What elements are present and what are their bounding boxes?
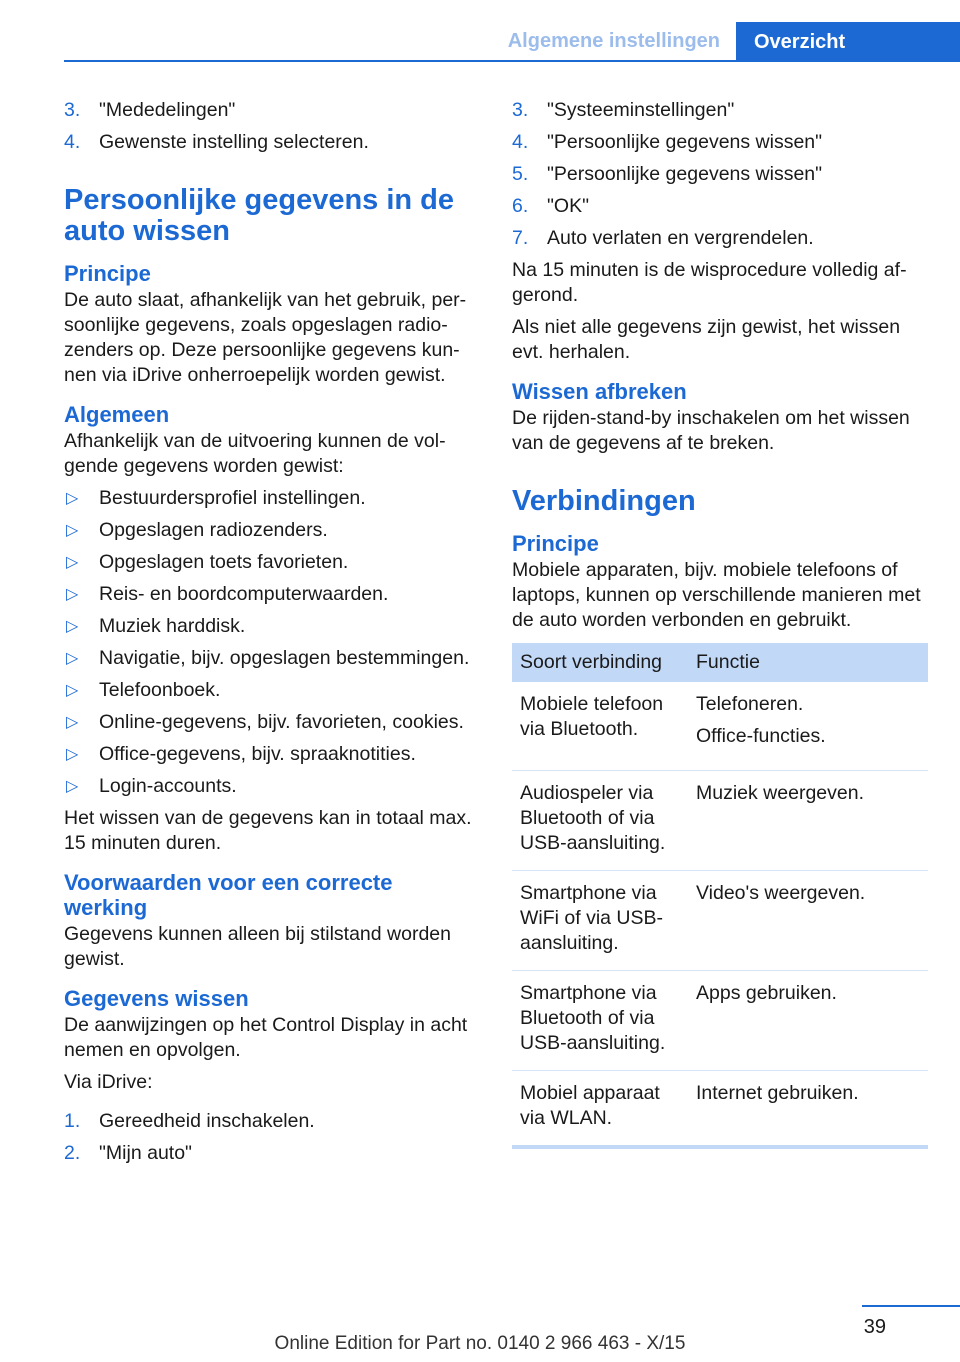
table-header-function: Functie (688, 643, 928, 682)
connection-type-cell: Audiospeler via Bluetooth of via USB-aansluiting. (512, 771, 688, 871)
left-numbered-list-top (64, 98, 480, 155)
table-header-row (512, 643, 928, 682)
list-item-text: Opgeslagen toets favorieten. (99, 551, 349, 573)
list-item-number: 4. (64, 131, 81, 153)
footer-edition: Online Edition for Part no. 0140 2 966 463 - X/15 (274, 1333, 686, 1354)
list-item-text: "Persoonlijke gegevens wissen" (547, 163, 823, 185)
table-row (512, 771, 928, 871)
list-item-text: Muziek harddisk. (99, 615, 246, 637)
list-item (64, 130, 480, 155)
heading-principe: Principe (64, 261, 151, 286)
list-item-text: "OK" (547, 195, 590, 217)
header-rule (64, 60, 960, 62)
list-item (512, 194, 928, 219)
heading-algemeen: Algemeen (64, 402, 170, 427)
page-number: 39 (863, 1316, 886, 1338)
function-text: Telefoneren. (696, 693, 804, 715)
left-column (64, 98, 480, 1173)
triangle-bullet-icon: ▷ (66, 650, 79, 667)
list-item (64, 742, 480, 767)
list-item (64, 1141, 480, 1166)
left-numbered-list-bottom (64, 1109, 480, 1166)
list-item (512, 98, 928, 123)
list-item (512, 130, 928, 155)
list-item-text: Opgeslagen radiozenders. (99, 519, 328, 541)
connection-type-cell: Mobiel apparaat via WLAN. (512, 1071, 688, 1146)
principe-text: De auto slaat, afhankelijk van het gebruik, persoonlijke gegevens, zoals opgeslagen radiozenders op. Deze persoonlijke gegevens kunnen via iDrive onherroepelijk worden gewist. (64, 289, 467, 386)
list-item (64, 518, 480, 543)
list-item-text: "Mijn auto" (99, 1142, 192, 1164)
function-text: Video's weergeven. (696, 882, 866, 904)
function-cell (688, 871, 928, 971)
footer-rule (862, 1305, 960, 1307)
function-cell (688, 1071, 928, 1146)
wissen-text: De aanwijzingen op het Control Display in acht nemen en opvolgen. (64, 1014, 468, 1061)
list-item-text: Gereedheid inschakelen. (99, 1110, 315, 1132)
duration-text: Het wissen van de gegevens kan in totaal max. 15 minuten duren. (64, 807, 472, 854)
list-item (512, 162, 928, 187)
table-row (512, 871, 928, 971)
list-item-number: 6. (512, 195, 529, 217)
list-item-text: "Mededelingen" (99, 99, 236, 121)
page-header (0, 0, 960, 62)
heading-wissen-afbreken: Wissen afbreken (512, 379, 687, 404)
table-bottom-rule (512, 1145, 928, 1149)
triangle-bullet-icon: ▷ (66, 618, 79, 635)
table-row (512, 1071, 928, 1146)
triangle-bullet-icon: ▷ (66, 586, 79, 603)
function-cell (688, 771, 928, 871)
section-title-connections: Verbindingen (512, 485, 696, 517)
list-item-number: 2. (64, 1142, 81, 1164)
list-item-number: 4. (512, 131, 529, 153)
table-row (512, 682, 928, 771)
list-item-text: Bestuurdersprofiel instellingen. (99, 487, 366, 509)
list-item (512, 226, 928, 251)
list-item (64, 98, 480, 123)
function-text: Muziek weergeven. (696, 782, 864, 804)
list-item (64, 678, 480, 703)
list-item-text: Office-gegevens, bijv. spraaknotities. (99, 743, 416, 765)
section-title-delete-data: Persoonlijke gegevens in de auto wissen (64, 184, 455, 247)
list-item (64, 486, 480, 511)
connections-table (512, 643, 928, 1146)
heading-voorwaarden: Voorwaarden voor een correcte werking (64, 870, 393, 920)
triangle-bullet-icon: ▷ (66, 522, 79, 539)
triangle-bullet-icon: ▷ (66, 746, 79, 763)
list-item (64, 614, 480, 639)
afbreken-text: De rijden-stand-by inschakelen om het wissen van de gegevens af te breken. (512, 407, 910, 454)
list-item-text: "Systeeminstellingen" (547, 99, 735, 121)
right-column (512, 98, 928, 1149)
triangle-bullet-icon: ▷ (66, 682, 79, 699)
connection-type-cell: Mobiele telefoon via Bluetooth. (512, 682, 688, 771)
algemeen-text: Afhankelijk van de uitvoering kunnen de volgende gegevens worden gewist: (64, 430, 446, 477)
via-idrive-text: Via iDrive: (64, 1071, 153, 1093)
list-item-text: Gewenste instelling selecteren. (99, 131, 369, 153)
voorwaarden-text: Gegevens kunnen alleen bij stilstand worden gewist. (64, 923, 452, 970)
deletable-data-list (64, 486, 480, 799)
after-text-2: Als niet alle gegevens zijn gewist, het wissen evt. herhalen. (512, 316, 901, 363)
triangle-bullet-icon: ▷ (66, 714, 79, 731)
triangle-bullet-icon: ▷ (66, 778, 79, 795)
list-item-text: Auto verlaten en vergrendelen. (547, 227, 814, 249)
list-item-text: "Persoonlijke gegevens wissen" (547, 131, 823, 153)
list-item (64, 710, 480, 735)
function-text: Internet gebruiken. (696, 1082, 859, 1104)
list-item-text: Reis- en boordcomputerwaarden. (99, 583, 389, 605)
list-item-number: 5. (512, 163, 529, 185)
list-item (64, 582, 480, 607)
section-tab: Overzicht (736, 22, 960, 62)
list-item-text: Login-accounts. (99, 775, 237, 797)
connections-principe-text: Mobiele apparaten, bijv. mobiele telefoons of laptops, kunnen op verschillende manieren met de auto worden verbonden en gebruikt. (512, 559, 921, 631)
table-header-type: Soort verbinding (512, 643, 688, 682)
list-item-number: 3. (64, 99, 81, 121)
triangle-bullet-icon: ▷ (66, 490, 79, 507)
table-row (512, 971, 928, 1071)
function-cell (688, 971, 928, 1071)
list-item (64, 1109, 480, 1134)
function-text: Office-functies. (696, 725, 826, 747)
breadcrumb: Algemene instellingen (507, 30, 720, 52)
function-cell (688, 682, 928, 771)
heading-gegevens-wissen: Gegevens wissen (64, 986, 249, 1011)
list-item-text: Online-gegevens, bijv. favorieten, cookies. (99, 711, 464, 733)
list-item-number: 3. (512, 99, 529, 121)
list-item (64, 774, 480, 799)
right-numbered-list (512, 98, 928, 251)
connection-type-cell: Smartphone via WiFi of via USB-aansluiting. (512, 871, 688, 971)
list-item-number: 1. (64, 1110, 81, 1132)
triangle-bullet-icon: ▷ (66, 554, 79, 571)
heading-principe-connections: Principe (512, 531, 599, 556)
list-item (64, 646, 480, 671)
list-item-number: 7. (512, 227, 529, 249)
list-item-text: Telefoonboek. (99, 679, 221, 701)
connection-type-cell: Smartphone via Bluetooth of via USB-aansluiting. (512, 971, 688, 1071)
function-text: Apps gebruiken. (696, 982, 837, 1004)
after-text-1: Na 15 minuten is de wisprocedure volledig afgerond. (512, 259, 907, 306)
list-item-text: Navigatie, bijv. opgeslagen bestemmingen. (99, 647, 470, 669)
list-item (64, 550, 480, 575)
